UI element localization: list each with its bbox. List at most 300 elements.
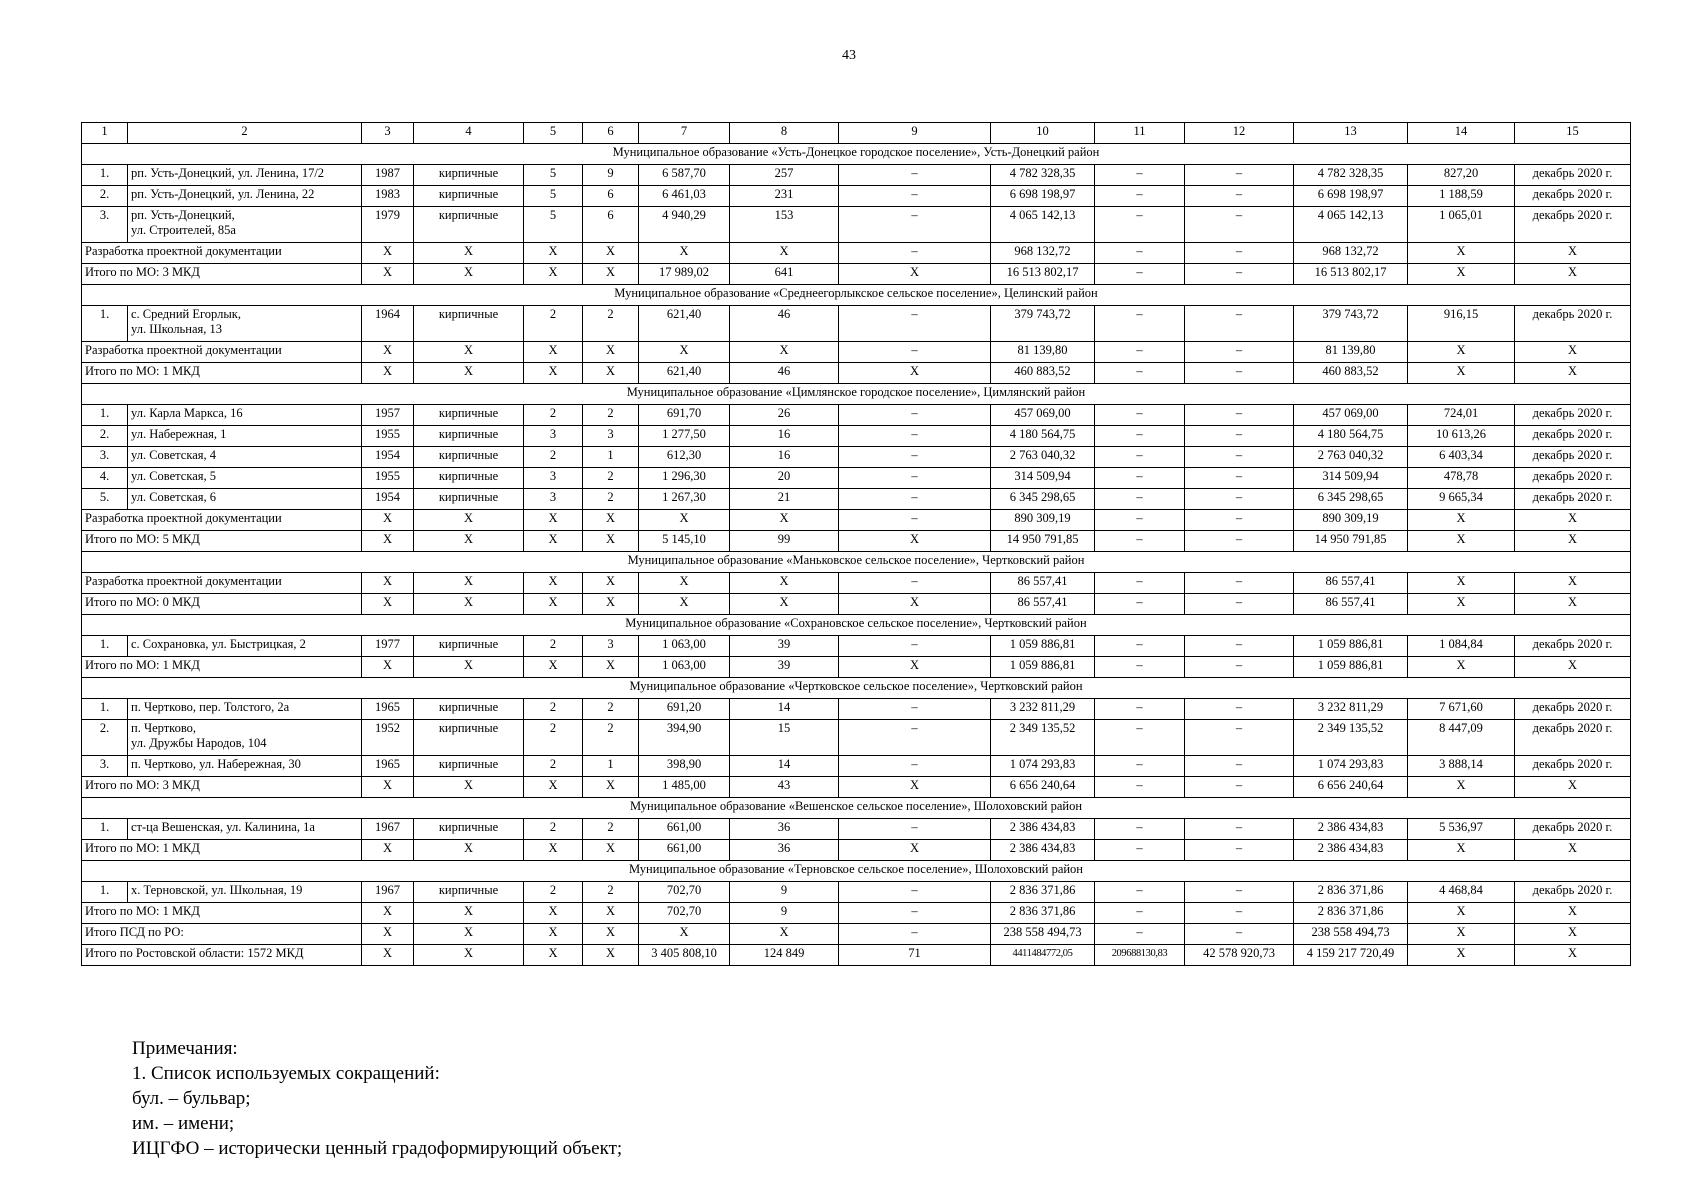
table-cell: X	[839, 594, 991, 615]
table-cell: кирпичные	[414, 819, 524, 840]
table-cell: X	[583, 243, 639, 264]
column-header: 6	[583, 123, 639, 144]
table-cell: кирпичные	[414, 207, 524, 243]
address-cell: ст-ца Вешенская, ул. Калинина, 1а	[128, 819, 362, 840]
section-title: Муниципальное образование «Терновское сельское поселение», Шолоховский район	[82, 861, 1631, 882]
table-row	[82, 405, 1631, 426]
table-cell: X	[639, 510, 730, 531]
table-cell: 1 485,00	[639, 777, 730, 798]
table-cell: 457 069,00	[1294, 405, 1408, 426]
table-cell: 14	[730, 699, 839, 720]
table-cell: X	[639, 594, 730, 615]
table-cell: 43	[730, 777, 839, 798]
housing-table	[81, 122, 1631, 966]
table-cell: 3 888,14	[1408, 756, 1515, 777]
table-cell: 1965	[362, 699, 414, 720]
table-cell: –	[1185, 924, 1294, 945]
table-cell: –	[839, 924, 991, 945]
table-cell: X	[1408, 945, 1515, 966]
table-cell: 1 065,01	[1408, 207, 1515, 243]
table-cell: 2	[524, 720, 583, 756]
row-label: Итого по МО: 3 МКД	[82, 777, 362, 798]
table-cell: 2	[524, 699, 583, 720]
table-cell: –	[1185, 903, 1294, 924]
column-header: 4	[414, 123, 524, 144]
summary-row	[82, 924, 1631, 945]
table-cell: X	[362, 945, 414, 966]
table-cell: X	[524, 903, 583, 924]
table-cell: 231	[730, 186, 839, 207]
table-cell: X	[524, 945, 583, 966]
table-cell: –	[1185, 207, 1294, 243]
table-cell: 621,40	[639, 306, 730, 342]
table-cell: –	[839, 573, 991, 594]
table-cell: X	[639, 573, 730, 594]
table-cell: кирпичные	[414, 447, 524, 468]
table-cell: –	[839, 207, 991, 243]
table-body	[82, 123, 1631, 966]
table-cell: –	[1185, 489, 1294, 510]
table-cell: –	[1185, 882, 1294, 903]
table-cell: X	[414, 594, 524, 615]
table-cell: X	[362, 777, 414, 798]
table-cell: 86 557,41	[1294, 594, 1408, 615]
table-row	[82, 426, 1631, 447]
table-cell: X	[639, 243, 730, 264]
table-cell: X	[1515, 243, 1631, 264]
table-cell: –	[1185, 840, 1294, 861]
table-cell: кирпичные	[414, 699, 524, 720]
summary-row	[82, 363, 1631, 384]
table-cell: X	[1515, 573, 1631, 594]
table-cell: кирпичные	[414, 405, 524, 426]
section-row	[82, 861, 1631, 882]
table-cell: 1.	[82, 405, 128, 426]
table-cell: 691,70	[639, 405, 730, 426]
column-header: 11	[1095, 123, 1185, 144]
table-cell: –	[1185, 699, 1294, 720]
summary-row	[82, 594, 1631, 615]
row-label: Итого по МО: 3 МКД	[82, 264, 362, 285]
table-cell: –	[1185, 186, 1294, 207]
table-cell: 2	[583, 882, 639, 903]
table-cell: X	[1408, 342, 1515, 363]
table-cell: X	[414, 342, 524, 363]
table-cell: –	[839, 819, 991, 840]
table-cell: X	[414, 510, 524, 531]
address-cell: рп. Усть-Донецкий, ул. Строителей, 85а	[128, 207, 362, 243]
table-cell: 14	[730, 756, 839, 777]
table-cell: 314 509,94	[1294, 468, 1408, 489]
table-cell: –	[1185, 306, 1294, 342]
table-cell: 661,00	[639, 819, 730, 840]
table-cell: –	[1095, 405, 1185, 426]
table-cell: декабрь 2020 г.	[1515, 699, 1631, 720]
summary-row	[82, 243, 1631, 264]
table-cell: 2 386 434,83	[1294, 840, 1408, 861]
table-cell: X	[583, 573, 639, 594]
table-cell: –	[839, 636, 991, 657]
table-cell: –	[1095, 306, 1185, 342]
table-cell: 2	[583, 306, 639, 342]
table-row	[82, 882, 1631, 903]
table-cell: X	[1515, 531, 1631, 552]
table-cell: 14 950 791,85	[991, 531, 1095, 552]
table-cell: X	[1515, 342, 1631, 363]
summary-row	[82, 264, 1631, 285]
table-cell: 2	[524, 447, 583, 468]
table-cell: X	[524, 531, 583, 552]
table-cell: 1 059 886,81	[991, 636, 1095, 657]
table-cell: –	[1095, 531, 1185, 552]
table-cell: 16 513 802,17	[1294, 264, 1408, 285]
table-cell: 3	[524, 426, 583, 447]
table-cell: X	[1515, 945, 1631, 966]
table-cell: кирпичные	[414, 489, 524, 510]
table-cell: –	[1095, 243, 1185, 264]
table-cell: 1 059 886,81	[1294, 657, 1408, 678]
table-cell: 2 836 371,86	[991, 882, 1095, 903]
table-cell: 7 671,60	[1408, 699, 1515, 720]
table-cell: 478,78	[1408, 468, 1515, 489]
table-cell: 9	[583, 165, 639, 186]
table-cell: 4 782 328,35	[1294, 165, 1408, 186]
column-header: 7	[639, 123, 730, 144]
table-cell: X	[1515, 510, 1631, 531]
table-cell: X	[730, 342, 839, 363]
address-cell: рп. Усть-Донецкий, ул. Ленина, 22	[128, 186, 362, 207]
table-cell: 4 180 564,75	[991, 426, 1095, 447]
table-cell: 661,00	[639, 840, 730, 861]
table-cell: 5 145,10	[639, 531, 730, 552]
table-cell: X	[1515, 594, 1631, 615]
table-cell: 1 059 886,81	[991, 657, 1095, 678]
table-cell: 16	[730, 426, 839, 447]
table-cell: 2	[524, 405, 583, 426]
table-cell: X	[414, 777, 524, 798]
table-cell: 46	[730, 363, 839, 384]
table-cell: 99	[730, 531, 839, 552]
row-label: Итого по МО: 1 МКД	[82, 903, 362, 924]
table-cell: –	[839, 426, 991, 447]
table-cell: 1.	[82, 819, 128, 840]
table-cell: 124 849	[730, 945, 839, 966]
table-cell: 3	[583, 636, 639, 657]
table-cell: X	[414, 840, 524, 861]
table-cell: –	[1185, 819, 1294, 840]
table-cell: 1952	[362, 720, 414, 756]
table-cell: 2 763 040,32	[1294, 447, 1408, 468]
section-row	[82, 552, 1631, 573]
table-cell: X	[583, 510, 639, 531]
table-cell: X	[524, 243, 583, 264]
summary-row	[82, 840, 1631, 861]
table-cell: –	[839, 903, 991, 924]
table-cell: 1967	[362, 882, 414, 903]
table-cell: 46	[730, 306, 839, 342]
table-cell: –	[839, 882, 991, 903]
column-header: 9	[839, 123, 991, 144]
table-row	[82, 819, 1631, 840]
table-cell: 6 656 240,64	[1294, 777, 1408, 798]
table-cell: 2 386 434,83	[991, 819, 1095, 840]
table-cell: X	[839, 777, 991, 798]
table-cell: X	[1515, 657, 1631, 678]
address-cell: ул. Карла Маркса, 16	[128, 405, 362, 426]
table-cell: 2	[583, 489, 639, 510]
table-row	[82, 447, 1631, 468]
table-cell: 20	[730, 468, 839, 489]
table-cell: декабрь 2020 г.	[1515, 306, 1631, 342]
table-cell: 17 989,02	[639, 264, 730, 285]
table-cell: декабрь 2020 г.	[1515, 489, 1631, 510]
notes-title: Примечания:	[132, 1038, 238, 1059]
table-cell: 6 345 298,65	[1294, 489, 1408, 510]
address-cell: п. Чертково, ул. Набережная, 30	[128, 756, 362, 777]
table-cell: –	[1095, 186, 1185, 207]
table-cell: 209688130,83	[1095, 945, 1185, 966]
table-cell: –	[1095, 924, 1185, 945]
table-cell: X	[730, 924, 839, 945]
table-cell: X	[524, 510, 583, 531]
table-cell: 3 232 811,29	[1294, 699, 1408, 720]
table-cell: 153	[730, 207, 839, 243]
table-cell: 1 296,30	[639, 468, 730, 489]
table-cell: –	[1095, 165, 1185, 186]
table-cell: –	[839, 720, 991, 756]
address-cell: ул. Набережная, 1	[128, 426, 362, 447]
table-cell: кирпичные	[414, 756, 524, 777]
table-cell: X	[583, 363, 639, 384]
table-cell: 4 940,29	[639, 207, 730, 243]
column-header: 5	[524, 123, 583, 144]
table-cell: кирпичные	[414, 636, 524, 657]
address-cell: ул. Советская, 5	[128, 468, 362, 489]
table-cell: –	[1095, 699, 1185, 720]
table-cell: X	[362, 363, 414, 384]
summary-row	[82, 342, 1631, 363]
table-cell: X	[524, 840, 583, 861]
table-cell: X	[1515, 903, 1631, 924]
table-cell: 1 267,30	[639, 489, 730, 510]
table-cell: 4 180 564,75	[1294, 426, 1408, 447]
table-cell: 691,20	[639, 699, 730, 720]
table-cell: 6 345 298,65	[991, 489, 1095, 510]
table-cell: декабрь 2020 г.	[1515, 405, 1631, 426]
table-cell: 1 074 293,83	[991, 756, 1095, 777]
table-cell: X	[414, 264, 524, 285]
column-header: 8	[730, 123, 839, 144]
row-label: Итого по МО: 0 МКД	[82, 594, 362, 615]
table-cell: 1955	[362, 468, 414, 489]
table-cell: 6	[583, 186, 639, 207]
table-cell: –	[1185, 165, 1294, 186]
table-cell: –	[839, 243, 991, 264]
table-cell: 1954	[362, 489, 414, 510]
table-cell: 1987	[362, 165, 414, 186]
column-header: 14	[1408, 123, 1515, 144]
table-cell: –	[1185, 510, 1294, 531]
table-cell: X	[524, 363, 583, 384]
table-cell: 2	[524, 306, 583, 342]
table-cell: 15	[730, 720, 839, 756]
table-cell: X	[524, 777, 583, 798]
table-cell: –	[1185, 243, 1294, 264]
table-cell: X	[1408, 264, 1515, 285]
table-cell: X	[730, 510, 839, 531]
table-cell: 2 836 371,86	[1294, 882, 1408, 903]
table-cell: X	[730, 243, 839, 264]
table-cell: –	[1095, 819, 1185, 840]
address-cell: с. Сохрановка, ул. Быстрицкая, 2	[128, 636, 362, 657]
table-cell: декабрь 2020 г.	[1515, 207, 1631, 243]
table-cell: 6 698 198,97	[1294, 186, 1408, 207]
table-cell: 8 447,09	[1408, 720, 1515, 756]
column-header: 12	[1185, 123, 1294, 144]
table-cell: 1.	[82, 882, 128, 903]
table-cell: –	[839, 165, 991, 186]
table-cell: 3	[583, 426, 639, 447]
table-cell: 702,70	[639, 903, 730, 924]
table-cell: –	[1185, 777, 1294, 798]
address-cell: п. Чертково, ул. Дружбы Народов, 104	[128, 720, 362, 756]
table-cell: 26	[730, 405, 839, 426]
row-label: Разработка проектной документации	[82, 342, 362, 363]
table-cell: 1.	[82, 165, 128, 186]
table-cell: 86 557,41	[991, 594, 1095, 615]
table-cell: 394,90	[639, 720, 730, 756]
table-cell: 1.	[82, 699, 128, 720]
table-cell: 1.	[82, 636, 128, 657]
table-cell: 1	[583, 447, 639, 468]
table-cell: 3.	[82, 756, 128, 777]
table-cell: X	[1515, 840, 1631, 861]
table-cell: 1 063,00	[639, 657, 730, 678]
table-row	[82, 306, 1631, 342]
table-cell: 6 587,70	[639, 165, 730, 186]
table-cell: X	[524, 657, 583, 678]
table-cell: 1954	[362, 447, 414, 468]
table-cell: X	[362, 594, 414, 615]
table-cell: X	[1408, 594, 1515, 615]
table-cell: –	[1095, 207, 1185, 243]
table-cell: –	[839, 510, 991, 531]
table-row	[82, 699, 1631, 720]
table-cell: 5 536,97	[1408, 819, 1515, 840]
table-cell: 621,40	[639, 363, 730, 384]
notes	[132, 1036, 622, 1161]
table-cell: декабрь 2020 г.	[1515, 636, 1631, 657]
table-cell: 1 059 886,81	[1294, 636, 1408, 657]
row-label: Итого по МО: 1 МКД	[82, 657, 362, 678]
table-cell: X	[583, 945, 639, 966]
table-cell: X	[1408, 840, 1515, 861]
table-cell: 1967	[362, 819, 414, 840]
table-cell: 1977	[362, 636, 414, 657]
table-cell: 42 578 920,73	[1185, 945, 1294, 966]
table-cell: 1 074 293,83	[1294, 756, 1408, 777]
table-cell: X	[362, 510, 414, 531]
table-cell: 71	[839, 945, 991, 966]
table-cell: 2 349 135,52	[991, 720, 1095, 756]
table-cell: декабрь 2020 г.	[1515, 447, 1631, 468]
table-cell: 2.	[82, 426, 128, 447]
table-cell: декабрь 2020 г.	[1515, 882, 1631, 903]
table-cell: –	[1095, 468, 1185, 489]
table-cell: –	[1095, 363, 1185, 384]
column-header: 10	[991, 123, 1095, 144]
table-cell: –	[839, 186, 991, 207]
column-header: 15	[1515, 123, 1631, 144]
table-cell: 5	[524, 186, 583, 207]
table-cell: 36	[730, 819, 839, 840]
table-cell: X	[639, 924, 730, 945]
table-cell: 238 558 494,73	[1294, 924, 1408, 945]
table-cell: X	[414, 924, 524, 945]
table-cell: 890 309,19	[991, 510, 1095, 531]
table-cell: –	[1095, 594, 1185, 615]
section-row	[82, 615, 1631, 636]
table-cell: 968 132,72	[991, 243, 1095, 264]
table-cell: X	[583, 531, 639, 552]
table-cell: 21	[730, 489, 839, 510]
table-cell: –	[1095, 756, 1185, 777]
table-cell: –	[1185, 468, 1294, 489]
table-cell: 4 468,84	[1408, 882, 1515, 903]
table-cell: –	[1095, 264, 1185, 285]
notes-line: ИЦГФО – исторически ценный градоформирующий объект;	[132, 1138, 623, 1159]
table-cell: –	[839, 489, 991, 510]
table-cell: X	[583, 657, 639, 678]
row-label: Разработка проектной документации	[82, 573, 362, 594]
table-cell: декабрь 2020 г.	[1515, 720, 1631, 756]
table-cell: X	[839, 840, 991, 861]
table-cell: декабрь 2020 г.	[1515, 819, 1631, 840]
summary-row	[82, 573, 1631, 594]
table-cell: X	[414, 363, 524, 384]
table-cell: 6 403,34	[1408, 447, 1515, 468]
section-row	[82, 144, 1631, 165]
table-cell: кирпичные	[414, 306, 524, 342]
summary-row	[82, 531, 1631, 552]
section-title: Муниципальное образование «Среднеегорлыкское сельское поселение», Целинский район	[82, 285, 1631, 306]
table-cell: X	[414, 243, 524, 264]
table-cell: –	[839, 447, 991, 468]
table-cell: –	[839, 699, 991, 720]
table-cell: кирпичные	[414, 426, 524, 447]
table-cell: 39	[730, 657, 839, 678]
table-cell: X	[362, 924, 414, 945]
table-cell: 2 386 434,83	[1294, 819, 1408, 840]
table-cell: 2	[524, 819, 583, 840]
table-cell: 916,15	[1408, 306, 1515, 342]
table-cell: –	[1095, 447, 1185, 468]
table-cell: –	[1095, 489, 1185, 510]
table-cell: 81 139,80	[991, 342, 1095, 363]
table-cell: кирпичные	[414, 186, 524, 207]
table-cell: X	[1408, 243, 1515, 264]
table-cell: 9	[730, 903, 839, 924]
table-cell: 2 349 135,52	[1294, 720, 1408, 756]
table-cell: декабрь 2020 г.	[1515, 165, 1631, 186]
table-cell: X	[414, 945, 524, 966]
table-cell: –	[1095, 777, 1185, 798]
address-cell: ул. Советская, 6	[128, 489, 362, 510]
table-cell: –	[839, 306, 991, 342]
table-cell: кирпичные	[414, 468, 524, 489]
table-cell: X	[1408, 657, 1515, 678]
table-cell: X	[1408, 903, 1515, 924]
